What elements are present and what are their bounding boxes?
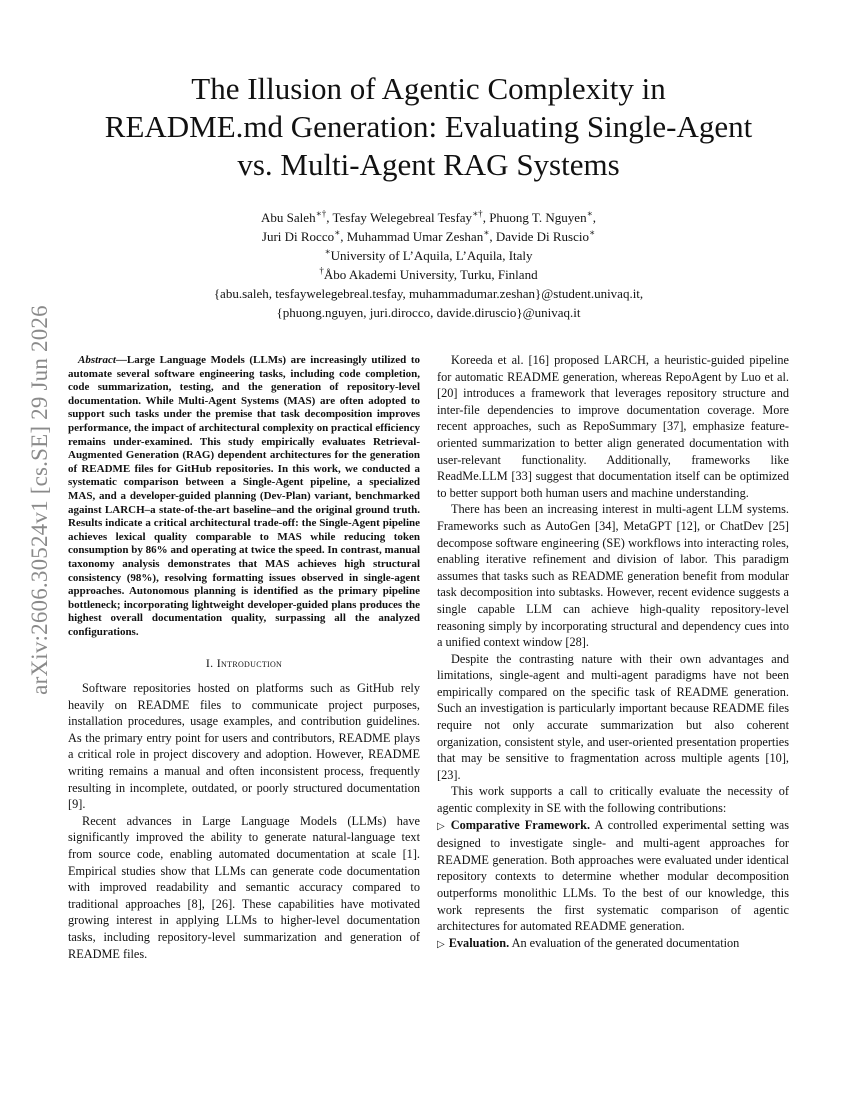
contribution-text: An evaluation of the generated documentation <box>509 935 740 950</box>
section-title: Introduction <box>216 656 283 671</box>
affiliation-text: University of L’Aquila, L’Aquila, Italy <box>330 248 533 263</box>
paper-title <box>40 70 817 184</box>
body-paragraph: There has been an increasing interest in multi-agent LLM systems. Frameworks such as AutoGen [34], MetaGPT [12], or ChatDev [25] decompose software engineering (SE) workflows into interacting roles, enabling iterative refinement and division of labor. This paradigm assumes that tasks such as README generation benefit from modular task decomposition into subtasks. However, recent evidence suggests a single capable LLM can achieve high-quality repository-level reasoning simply by incorporating structural and dependency cues into a unified context window [28]. <box>437 502 789 650</box>
affiliation-1 <box>80 246 777 265</box>
author-mark: ∗† <box>315 208 327 219</box>
affiliation-2 <box>80 265 777 284</box>
triangle-bullet-icon: ▷ <box>437 938 445 950</box>
author-name: Juri Di Rocco <box>261 229 335 244</box>
abstract <box>68 354 420 639</box>
title-line: vs. Multi-Agent RAG Systems <box>237 147 620 182</box>
intro-paragraph: Software repositories hosted on platforms such as GitHub rely heavily on README files to communicate project purposes, installation procedures, usage examples, and contribution guidelines. As the primary entry point for users and contributors, README plays a critical role in project discovery and adoption. However, README writing remains a manual and often inconsistent process, frequently resulting in incomplete, outdated, or poorly structured documentation [9]. <box>68 681 420 812</box>
contribution-text: A controlled experimental setting was designed to investigate single- and multi-agent approaches for README generation. Both approaches were evaluated under identical repository contexts to determine whether modular decomposition outperforms monolithic LLMs. To the best of our knowledge, this work represents the first systematic comparison of agentic architectures for automated README generation. <box>437 817 789 934</box>
arxiv-identifier-text: arXiv:2606.30524v1 [cs.SE] 29 Jun 2026 <box>27 305 52 695</box>
body-paragraph: This work supports a call to critically evaluate the necessity of agentic complexity in SE with the following contributions: <box>437 784 789 816</box>
affiliation-mark: † <box>319 265 324 276</box>
section-heading-introduction <box>68 655 420 672</box>
contribution-label: Comparative Framework. <box>450 817 591 832</box>
author-block <box>80 208 777 322</box>
author-emails-2: {phuong.nguyen, juri.dirocco, davide.diruscio}@univaq.it <box>276 305 581 320</box>
abstract-dash: — <box>115 354 127 366</box>
intro-paragraph: Recent advances in Large Language Models (LLMs) have significantly improved the ability to generate natural-language text from source code, enabling automated documentation at scale [1]. Empirical studies show that LLMs can generate code documentation with improved readability and semantic accuracy compared to traditional approaches [8], [26]. These capabilities have motivated growing interest in applying LLMs to higher-level documentation tasks, including repository-level summarization and generation of README files. <box>68 813 420 961</box>
body-paragraph: Despite the contrasting nature with their own advantages and limitations, single-agent and multi-agent paradigms have not been empirically compared on the specific task of README generation. Such an investigation is particularly important because README files require not only accurate summarization but also coherent organization, consistent style, and user-oriented presentation properties that may be sensitive to fragmentation across multiple agents [10], [23]. <box>437 651 789 782</box>
author-name: Abu Saleh <box>261 210 316 225</box>
author-name: , Tesfay Welegebreal Tesfay <box>326 210 473 225</box>
contribution-item <box>437 935 789 954</box>
abstract-text: Large Language Models (LLMs) are increasingly utilized to automate several software engineering tasks, including code completion, code summarization, testing, and the generation of repository-level documentation. While Multi-Agent Systems (MAS) are often adopted to support such tasks under the premise that task decomposition improves performance, the impact of architectural complexity on practical efficiency remains under-examined. This study empirically evaluates Retrieval-Augmented Generation (RAG) dependent architectures for the generation of README files for GitHub repositories. In this work, we conducted a systematic comparison between a Single-Agent pipeline, a specialized MAS, and a developer-guided planning (Dev-Plan) variant, benchmarked against LARCH–a state-of-the-art baseline–and the original ground truth. Results indicate a critical architectural trade-off: the Single-Agent pipeline achieves lexical quality comparable to MAS while reducing token consumption by 86% and operating at twice the speed. In contrast, manual taxonomy analysis demonstrates that MAS achieves high structural consistency (98%), resolving formatting issues observed in single-agent approaches. Autonomous planning is identified as the primary pipeline bottleneck; incorporating lightweight developer-guided plans produces the highest overall documentation quality, surpassing all the analyzed configurations. <box>68 354 420 638</box>
contribution-item <box>437 817 789 935</box>
author-name: , Muhammad Umar Zeshan <box>340 229 484 244</box>
affiliation-mark: ∗ <box>324 246 331 257</box>
author-line-1 <box>80 208 777 227</box>
author-emails-1: {abu.saleh, tesfaywelegebreal.tesfay, muhammadumar.zeshan}@student.univaq.it, <box>213 286 644 301</box>
author-line-2 <box>80 227 777 246</box>
right-column <box>437 352 789 953</box>
affiliation-text: Åbo Akademi University, Turku, Finland <box>323 267 538 282</box>
author-mark: ∗† <box>472 208 483 219</box>
author-name: , Phuong T. Nguyen <box>482 210 587 225</box>
author-mark: ∗ <box>334 227 341 238</box>
arxiv-identifier-stamp <box>20 305 60 695</box>
title-line: The Illusion of Agentic Complexity in <box>191 71 666 106</box>
author-mark: ∗ <box>483 227 490 238</box>
author-name: , Davide Di Ruscio <box>489 229 589 244</box>
author-separator: , <box>592 210 596 225</box>
author-mark: ∗ <box>586 208 593 219</box>
abstract-label: Abstract <box>78 354 116 366</box>
body-paragraph: Koreeda et al. [16] proposed LARCH, a heuristic-guided pipeline for automatic README generation, whereas RepoAgent by Luo et al. [20] introduces a framework that leverages repository structure and inter-file dependencies to improve documentation coverage. More recent approaches, such as RepoSummary [37], emphasize feature-oriented summarization to better align generated documentation with user-relevant functionality. Additionally, frameworks like ReadMe.LLM [33] suggest that documentation itself can be optimized to better support both human users and machine understanding. <box>437 353 789 500</box>
title-line: README.md Generation: Evaluating Single-Agent <box>104 109 753 144</box>
author-mark: ∗ <box>588 227 596 238</box>
contribution-label: Evaluation. <box>448 935 510 950</box>
triangle-bullet-icon: ▷ <box>437 820 447 832</box>
left-column <box>68 352 420 962</box>
section-number: I. <box>205 656 214 671</box>
